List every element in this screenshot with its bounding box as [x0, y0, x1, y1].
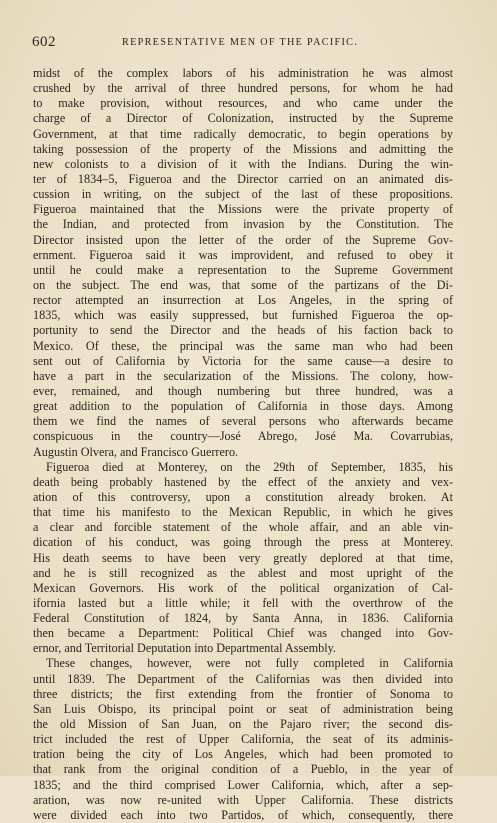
text-line: Government, at that time radically democratic, to begin operations by [33, 126, 453, 141]
text-line: Augustin Olvera, and Francisco Guerrero. [33, 444, 239, 459]
text-line: Figueroa maintained that the Missions were the private property of [33, 202, 453, 217]
text-line: death being probably hastened by the effect of the anxiety and vex- [33, 474, 453, 489]
paragraph-start-line: These changes, however, were not fully completed in California [46, 656, 453, 671]
text-line: sent out of California by Victoria for the same cause—a desire to [33, 353, 453, 368]
text-line: ernor, and Territorial Deputation into Departmental Assembly. [33, 641, 336, 656]
page-header [32, 34, 460, 52]
text-line: Federal Constitution of 1824, by Santa Anna, in 1836. California [33, 611, 453, 626]
text-line: Director insisted upon the letter of the order of the Supreme Gov- [33, 232, 453, 247]
text-line: cussion in writing, on the subject of the last of these propositions. [33, 187, 453, 202]
text-line: the old Mission of San Juan, on the Pajaro river; the second dis- [33, 717, 453, 732]
text-line: until 1839. The Department of the Californias was then divided into [33, 671, 453, 686]
text-line: San Luis Obispo, its principal point or seat of administration being [33, 701, 453, 716]
text-line: them we find the names of several persons who afterwards became [33, 414, 453, 429]
text-line: new colonists to a division of it with the Indians. During the win- [33, 156, 453, 171]
page-number: 602 [32, 34, 56, 50]
text-line: His death seems to have been very greatly deplored at that time, [33, 550, 453, 565]
text-line: and he is still recognized as the ablest and most upright of the [33, 565, 453, 580]
text-line: to make provision, without resources, and who came under the [33, 96, 453, 111]
text-line: charge of a Director of Colonization, instructed by the Supreme [33, 111, 453, 126]
text-line: that time his manifesto to the Mexican Republic, in which he gives [33, 505, 453, 520]
running-head: REPRESENTATIVE MEN OF THE PACIFIC. [122, 37, 359, 48]
text-line: Mexico. Of these, the principal was the same man who had been [33, 338, 453, 353]
text-line: ter of 1834–5, Figueroa and the Director carried on an animated dis- [33, 171, 453, 186]
text-line: that rank from the original condition of a Pueblo, in the year of [33, 762, 453, 777]
text-line: trict included the rest of Upper California, the seat of its adminis- [33, 732, 453, 747]
body-text [33, 66, 453, 823]
text-line: a clear and forcible statement of the whole affair, and an able vin- [33, 520, 453, 535]
text-line: portunity to send the Director and the heads of his faction back to [33, 323, 453, 338]
text-line: midst of the complex labors of his administration he was almost [33, 66, 453, 80]
text-line: great addition to the population of California in those days. Among [33, 399, 453, 414]
text-line: were divided each into two Partidos, of which, consequently, there [33, 807, 453, 822]
text-line: ation of this controversy, upon a constitution already broken. At [33, 489, 453, 504]
text-line: on the subject. The end was, that some of the partizans of the Di- [33, 277, 453, 292]
text-line: aration, was now re-united with Upper California. These districts [33, 792, 453, 807]
text-line: then became a Department: Political Chief was changed into Gov- [33, 626, 453, 641]
text-line: crushed by the arrival of three hundred persons, for whom he had [33, 81, 453, 96]
text-line: 1835; and the third comprised Lower California, which, after a sep- [33, 777, 453, 792]
text-line: tration being the city of Los Angeles, which had been promoted to [33, 747, 453, 762]
text-line: 1835, which was easily suppressed, but furnished Figueroa the op- [33, 308, 453, 323]
text-line: ernment. Figueroa said it was improvident, and refused to obey it [33, 247, 453, 262]
text-line: ever, remained, and though numbering but three hundred, was a [33, 383, 453, 398]
text-line: ifornia lasted but a little while; it fell with the overthrow of the [33, 595, 453, 610]
text-line: Mexican Governors. His work of the political organization of Cal- [33, 580, 453, 595]
text-line: taking possession of the property of the Missions and admitting the [33, 141, 453, 156]
text-line: until he could make a representation to the Supreme Government [33, 262, 453, 277]
paragraph-start-line: Figueroa died at Monterey, on the 29th of September, 1835, his [46, 459, 453, 474]
text-line: dication of his conduct, was going through the press at Monterey. [33, 535, 453, 550]
text-line: rector attempted an insurrection at Los Angeles, in the spring of [33, 293, 453, 308]
text-line: the Indian, and protected from invasion by the Constitution. The [33, 217, 453, 232]
text-line: conspicuous in the country—José Abrego, José Ma. Covarrubias, [33, 429, 453, 444]
text-line: three districts; the first extending from the frontier of Sonoma to [33, 686, 453, 701]
text-line: have a part in the secularization of the Missions. The colony, how- [33, 368, 453, 383]
